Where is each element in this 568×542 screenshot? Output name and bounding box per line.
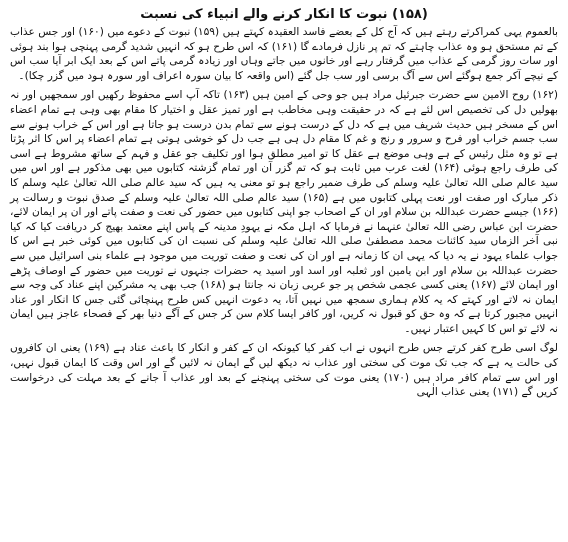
section-heading: (۱۵۸) نبوت کا انکار کرنے والے انبیاء کی نسبت xyxy=(140,7,428,22)
paragraph: بالعموم یہی کمراکرتے رہتے ہیں کہ آج کل کے بعضے فاسد العقیدہ کہتے ہیں (۱۵۹) نبوت کے دعوے میں (۱۶۰) اور جس عذاب کے تم مستحق ہو وہ عذاب چاہتے کہ تم پر نازل فرمادے گا (۱۶۱) کہ اس طرح ہو کہ انہیں شدید گرمی پہنچی ہوا بند ہوئی اور سات روز گرمی کے عذاب میں گرفتار رہے اور خانوں میں جاتے وہاں اور زیادہ گرمی پاتے اس کے بعد ایک ابر آیا سب اس کے نیچے آکر جمع ہوگئے اس سے آگ برسی اور سب جل گئے (اس واقعہ کا بیان سورہ اعراف اور سورہ ہود میں گزر چکا)۔ xyxy=(10,26,558,82)
paragraph: (۱۶۲) روح الامین سے حضرت جبرئیل مراد ہیں جو وحی کے امین ہیں (۱۶۳) تاکہ آپ اسے محفوظ رکھیں اور سمجھیں اور نہ بھولیں دل کی تخصیص اس لئے ہے کہ در حقیقت وہی مخاطب ہے اور تمیز عقل و اختیار کا مقام بھی وہی ہے تمام اعضاء اس کے مسخر ہیں حدیث شریف میں ہے کہ دل کے درست ہونے سے تمام بدن درست ہو جاتا ہے اور اس کے خراب ہونے سے سب جسم خراب اور فرح و سرور و رنج و غم کا مقام دل ہی ہے جب دل کو خوشی ہوتی ہے تمام اعضاء پر اس کا اثر پڑتا ہے تو وہ مثل رئیس کے ہے وہی موضع ہے عقل کا تو امیر مطلق ہوا اور تکلیف جو عقل و فہم کے ساتھ مشروط ہے اسی کی طرف راجع ہوئی (۱۶۴) لغت عرب میں ثابت ہو کہ تم گزر آن اور تمام گزشتہ کتابوں میں بھی مذکور ہے اور اس میں سید عالم صلی اللہ تعالیٰ علیہ وسلم کی طرف ضمیر راجع ہو تو معنی یہ ہیں کہ سید عالم صلی اللہ تعالیٰ علیہ وسلم کا ذکر مبارک اور صفت اور نعت پہلی کتابوں میں ہے (۱۶۵) سید عالم صلی اللہ تعالیٰ علیہ وسلم کے صدق نبوت و رسالت پر (۱۶۶) جیسے حضرت عبداللہ بن سلام اور ان کے اصحاب جو اپنی کتابوں میں حضور کی نعت و صفت پاتے اور ان پر ایمان لائے، حضرت ابن عباس رضی اللہ تعالیٰ عنہما نے فرمایا کہ اہل مکہ نے یہودِ مدینہ کے پاس اپنے معتمد بھیج کر دریافت کیا کہ کیا نبی آخر الزماں سید کائنات محمد مصطفیٰ صلی اللہ تعالیٰ علیہ وسلم کی نسبت ان کی کتابوں میں کوئی خبر ہے اس کا جواب علماء یہود نے یہ دیا کہ یہی ان کا زمانہ ہے اور ان کی نعت و صفت توریت میں موجود ہے علماء بنی اسرائیل میں سے حضرت عبداللہ بن سلام اور ابن یامین اور ثعلبہ اور اسد اور اسید یہ حضرات جنہوں نے توریت میں حضور کے اوصاف پڑھے اور ایمان لائے (۱۶۷) یعنی کسی عجمی شخص پر جو عربی زبان نہ جانتا ہو (۱۶۸) جب بھی یہ مشرکین اپنے عناد کی وجہ سے ایمان نہ لاتے اور کہتے کہ یہ کلام ہماری سمجھ میں نہیں آتا، یہ دعوت انہیں کس طرح پہنچائی گئی جس کا انکار اور عناد انہیں مجبور کرتا ہے کہ وہ حق کو قبول نہ کریں، اور کافر ایسا کلام سن کر جس کے آگے دنیا بھر کے فصحاء عاجز ہیں ایمان نہ لائے تو اس کا کہیں اعتبار نہیں۔ xyxy=(10,89,558,335)
paragraph: لوگ اسی طرح کفر کرتے جس طرح انہوں نے اب کفر کیا کیونکہ ان کے کفر و انکار کا باعث عناد ہے (۱۶۹) یعنی ان کافروں کی حالت یہ ہے کہ جب تک موت کی سختی اور عذاب نہ دیکھ لیں گے ایمان نہ لائیں گے اور اس وقت کا ایمان قبول نہیں، اور اس سے تمام کافر مراد ہیں (۱۷۰) یعنی موت کی سختی پہنچنے کے بعد اور عذاب آ جانے کے بعد مہلت کی درخواست کریں گے (۱۷۱) یعنی عذاب الٰہی xyxy=(10,342,559,399)
